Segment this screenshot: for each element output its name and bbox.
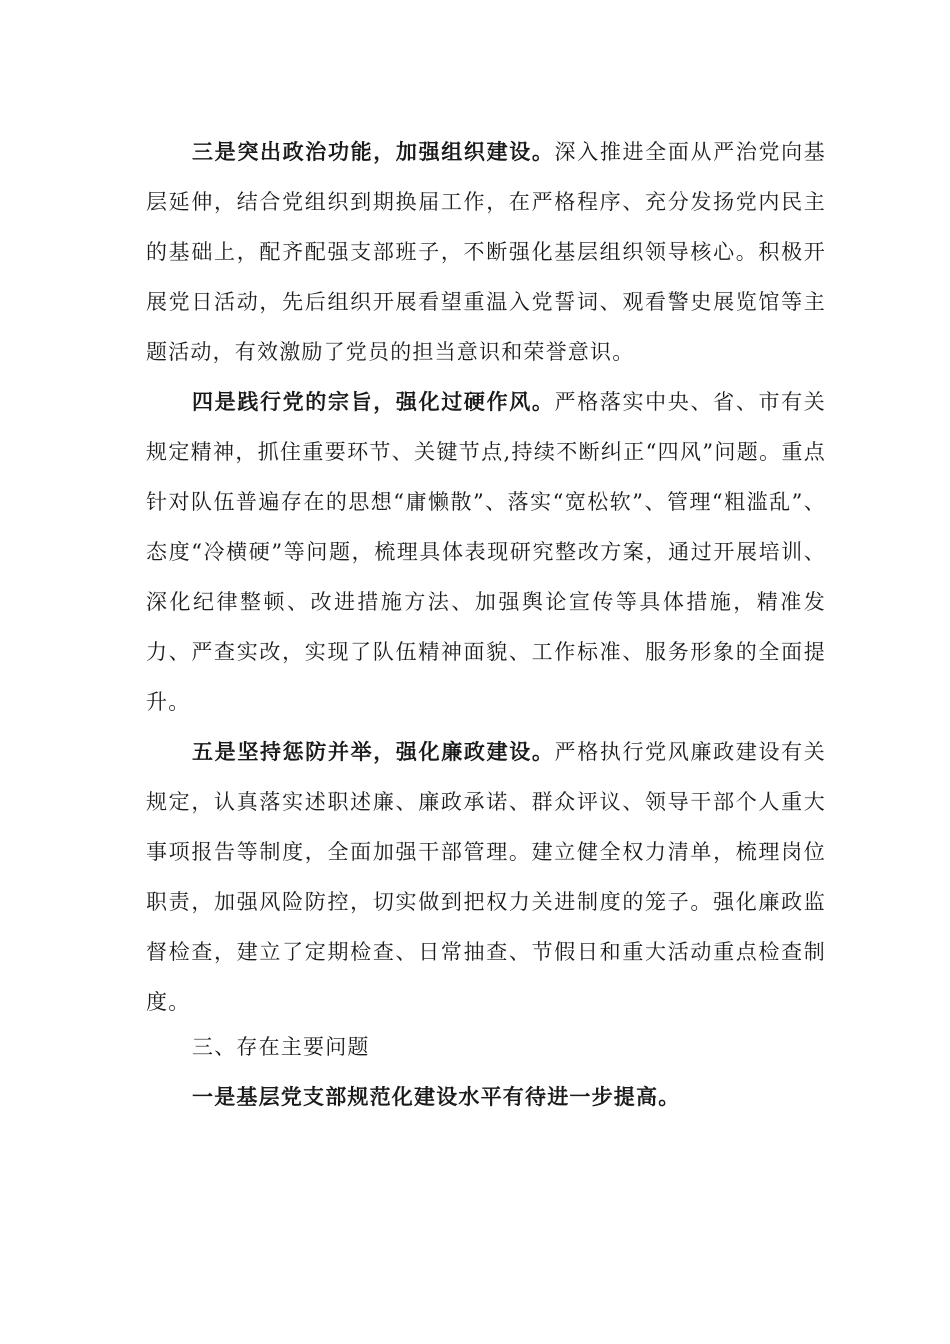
sub-heading: 一是基层党支部规范化建设水平有待进一步提高。 <box>192 1084 681 1109</box>
paragraph-work-style <box>146 377 826 727</box>
paragraph-body: 严格执行党风廉政建设有关规定，认真落实述职述廉、廉政承诺、群众评议、领导干部个人重大事项报告等制度，全面加强干部管理。建立健全权力清单，梳理岗位职责，加强风险防控，切实做到把权力关进制度的笼子。强化廉政监督检查，建立了定期检查、日常抽查、节假日和重大活动重点检查制度。 <box>146 740 826 1014</box>
paragraph-lead: 五是坚持惩防并举，强化廉政建设。 <box>192 739 555 764</box>
paragraph-lead: 四是践行党的宗旨，强化过硬作风。 <box>192 389 555 414</box>
paragraph-organization-building <box>146 127 826 377</box>
paragraph-body: 严格落实中央、省、市有关规定精神，抓住重要环节、关键节点,持续不断纠正“四风”问题。重点针对队伍普遍存在的思想“庸懒散”、落实“宽松软”、管理“粗滥乱”、态度“冷横硬”等问题，梳理具体表现研究整改方案，通过开展培训、深化纪律整顿、改进措施方法、加强舆论宣传等具体措施，精准发力、严查实改，实现了队伍精神面貌、工作标准、服务形象的全面提升。 <box>146 390 826 714</box>
paragraph-body: 深入推进全面从严治党向基层延伸，结合党组织到期换届工作，在严格程序、充分发扬党内民主的基础上，配齐配强支部班子，不断强化基层组织领导核心。积极开展党日活动，先后组织开展看望重温入党誓词、观看警史展览馆等主题活动，有效激励了党员的担当意识和荣誉意识。 <box>146 140 826 364</box>
section-heading: 三、存在主要问题 <box>192 1035 370 1059</box>
paragraph-lead: 三是突出政治功能，加强组织建设。 <box>192 139 555 164</box>
paragraph-integrity-building <box>146 727 826 1027</box>
